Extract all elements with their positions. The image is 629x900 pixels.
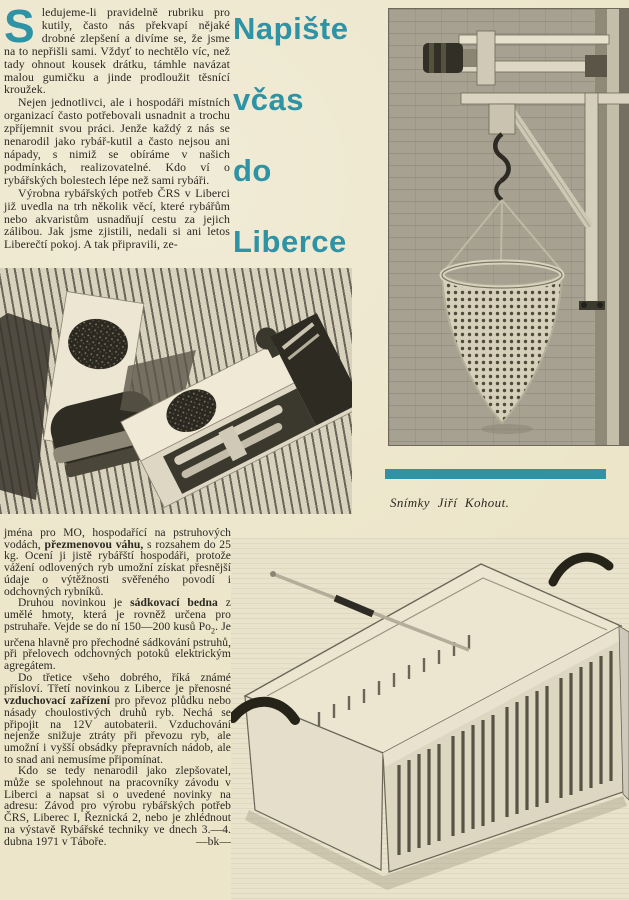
bold-text: přezmenovou váhu,	[44, 537, 144, 551]
drop-cap: S	[4, 0, 35, 52]
paragraph	[4, 765, 231, 847]
paragraph	[4, 187, 230, 252]
body-text: Výrobna rybářských potřeb ČRS v Liberci již uvedla na trh několik věcí, které rybářům nebo akvaristům usnadňují cestu za jejich zálibou. Jak jsme zjistili, nedali si ani letos Liberečtí pokoj. A tak připravili, ze-	[4, 185, 230, 252]
title-line: včas	[233, 82, 304, 117]
body-text: Do třetice všeho dobrého, říká známé přísloví. Třetí novinkou z Liberce je přenosné	[4, 670, 231, 696]
paragraph	[4, 527, 231, 597]
crate-illustration	[231, 538, 629, 900]
paragraph	[4, 597, 231, 672]
paragraph	[4, 672, 231, 766]
teal-divider-bar	[385, 469, 606, 479]
author-signature: —bk—	[196, 834, 231, 848]
photo-wall-scale-with-net	[388, 8, 629, 446]
body-text: pro převoz plůdku nebo násady choulostivých druhů ryb. Nechá se připojit na 12V autobaterii. Vzduchování nejenže snižuje ztráty při převozu ryb, ale umožní i vyšší obsádky přepravních nádob, ale to snad ani nemusíme připomínat.	[4, 694, 232, 766]
photo-plastic-crate	[231, 538, 629, 900]
bold-text: vzduchovací zařízení	[4, 694, 110, 708]
body-text: ledujeme-li pravidelně rubriku pro kutily, často nás překvapí nějaké drobné zlepšení a divíme se, že jsme na to nepřišli sami. Vždyť to nechtělo víc, než tady ohnout kousek drátku, támhle navázat malou gumičku a jinde prodloužit těsnící kroužek.	[4, 5, 230, 97]
title-line: Liberce	[233, 224, 347, 259]
article-column-top-left	[4, 0, 230, 252]
page-title	[233, 4, 383, 288]
bold-text: sádkovací bedna	[130, 596, 218, 610]
body-text: jména pro MO, hospodařící na pstruhových vodách,	[4, 526, 231, 551]
title-line: Napište	[233, 11, 349, 46]
body-text: Druhou novinkou je	[18, 596, 131, 610]
photo-credit-caption: Snímky Jiří Kohout.	[390, 495, 510, 510]
subscript-text: 2	[211, 625, 216, 635]
paragraph	[4, 0, 230, 97]
scale-net-illustration	[389, 9, 629, 445]
photo-aerator-devices	[0, 268, 352, 514]
article-column-bottom-left	[4, 527, 231, 847]
aerator-illustration	[0, 268, 352, 514]
paragraph	[4, 96, 230, 186]
body-text: . Je určena hlavně pro přechodné sádkování pstruhů, při přelovech odchovných potoků elektrickým agregátem.	[4, 619, 232, 673]
title-line: do	[233, 153, 272, 188]
body-text: s rozsahem do 25 kg. Ocení ji jistě rybářští hospodáři, protože vážení odlovených ryb umožní získat přesnější údaje o výtěžnosti svěřeného povodí i odchovných rybníků.	[4, 537, 231, 598]
body-text: Kdo se tedy nenarodil jako zlepšovatel, může se spolehnout na pracovníky závodu v Liberci a napsat si o uvedené novinky na adresu: Závod pro výrobu rybářských potřeb ČRS, Liberec I, Řeznická 2, nebo je zhlédnout na výstavě Rybářské techniky ve dnech 3.—4. dubna 1971 v Táboře.	[4, 764, 231, 848]
body-text: z umělé hmoty, která je rovněž určena pro pstruhaře. Vejde se do ní 150—200 kusů Po	[4, 596, 231, 633]
body-text: Nejen jednotlivci, ale i hospodáři místních organizací často potřebovali usnadnit a trochu zpříjemnit svou práci. Jenže každý z nás se nenarodil jako rybář-kutil a často nejsou ani nápady, s nimiž se obíráme v našich podmínkách, realizovatelné. Kdo ví o rybářských bolestech lépe než sami rybáři.	[4, 95, 230, 187]
